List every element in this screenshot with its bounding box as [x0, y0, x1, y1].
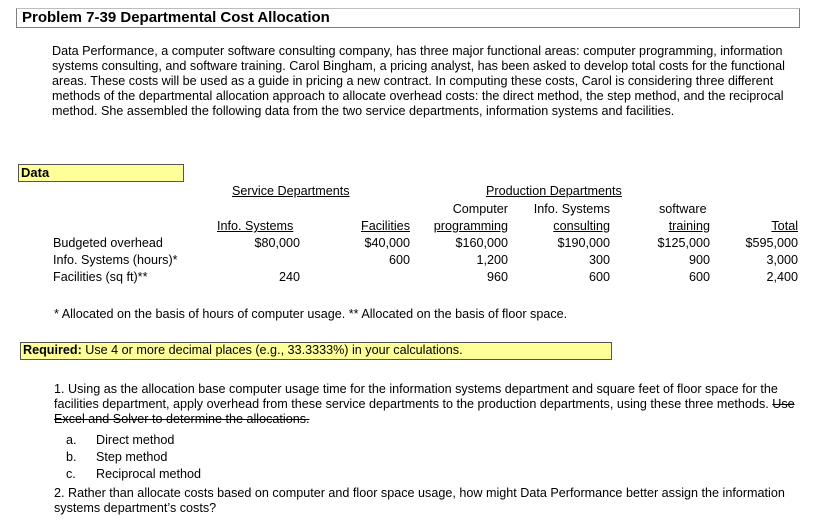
col-header-software: software: [659, 202, 707, 216]
production-departments-header: Production Departments: [486, 184, 622, 198]
row-label-facilities-sqft: Facilities (sq ft)**: [53, 270, 148, 284]
method-a-letter: a.: [66, 433, 77, 447]
cell-sqft-total: 2,400: [766, 270, 798, 284]
cell-budget-consulting: $190,000: [557, 236, 610, 250]
method-c-text: Reciprocal method: [96, 467, 201, 481]
question-1-text: 1. Using as the allocation base computer usage time for the information systems department and square feet of floor space for the facilities department, apply overhead from these service departments to the production departments, using these three methods.: [54, 382, 778, 411]
data-label: Data: [21, 165, 50, 180]
col-header-training: training: [668, 219, 710, 233]
cell-budget-info-systems: $80,000: [254, 236, 300, 250]
cell-hours-total: 3,000: [766, 253, 798, 267]
cell-hours-facilities: 600: [388, 253, 410, 267]
cell-sqft-training: 600: [688, 270, 710, 284]
cell-sqft-consulting: 600: [588, 270, 610, 284]
required-instruction: [23, 343, 463, 358]
required-text: Use 4 or more decimal places (e.g., 33.3333%) in your calculations.: [81, 343, 463, 357]
row-label-info-systems-hours: Info. Systems (hours)*: [53, 253, 178, 267]
question-2: 2. Rather than allocate costs based on computer and floor space usage, how might Data Performance better assign the information systems department’s costs?: [54, 486, 785, 515]
problem-title: Problem 7-39 Departmental Cost Allocation: [22, 9, 330, 26]
question-1-struck-text: Use Excel and Solver to determine the allocations.: [54, 397, 795, 426]
col-header-info-systems: Info. Systems: [217, 219, 294, 233]
cell-budget-training: $125,000: [657, 236, 710, 250]
intro-paragraph: Data Performance, a computer software consulting company, has three major functional areas: computer programming, information systems consulting, and software training. Carol Bingham, a pricing analyst, has been asked to develop total costs for the functional areas. These costs will be used as a guide in pricing a new contract. In computing these costs, Carol is considering three different methods of the departmental allocation approach to allocate overhead costs: the direct method, the step method, and the reciprocal method. She assembled the following data from the two service departments, information systems and facilities.: [52, 44, 785, 118]
allocation-footnote: * Allocated on the basis of hours of computer usage. ** Allocated on the basis of floor space.: [54, 307, 568, 321]
service-departments-header: Service Departments: [232, 184, 350, 198]
question-1: [54, 382, 802, 427]
row-label-budgeted-overhead: Budgeted overhead: [53, 236, 163, 250]
col-header-total: Total: [771, 219, 798, 233]
cell-hours-programming: 1,200: [476, 253, 508, 267]
method-b-letter: b.: [66, 450, 77, 464]
cell-sqft-info-systems: 240: [278, 270, 300, 284]
cell-budget-total: $595,000: [745, 236, 798, 250]
cell-hours-training: 900: [688, 253, 710, 267]
cell-budget-facilities: $40,000: [364, 236, 410, 250]
method-b-text: Step method: [96, 450, 168, 464]
col-header-programming: programming: [433, 219, 508, 233]
col-header-consulting: consulting: [553, 219, 610, 233]
method-a-text: Direct method: [96, 433, 175, 447]
col-header-facilities: Facilities: [361, 219, 410, 233]
method-c-letter: c.: [66, 467, 76, 481]
required-label: Required:: [23, 343, 82, 357]
col-header-consulting-top: Info. Systems: [533, 202, 610, 216]
cell-hours-consulting: 300: [588, 253, 610, 267]
col-header-computer: Computer: [452, 202, 508, 216]
cell-budget-programming: $160,000: [455, 236, 508, 250]
cell-sqft-programming: 960: [486, 270, 508, 284]
